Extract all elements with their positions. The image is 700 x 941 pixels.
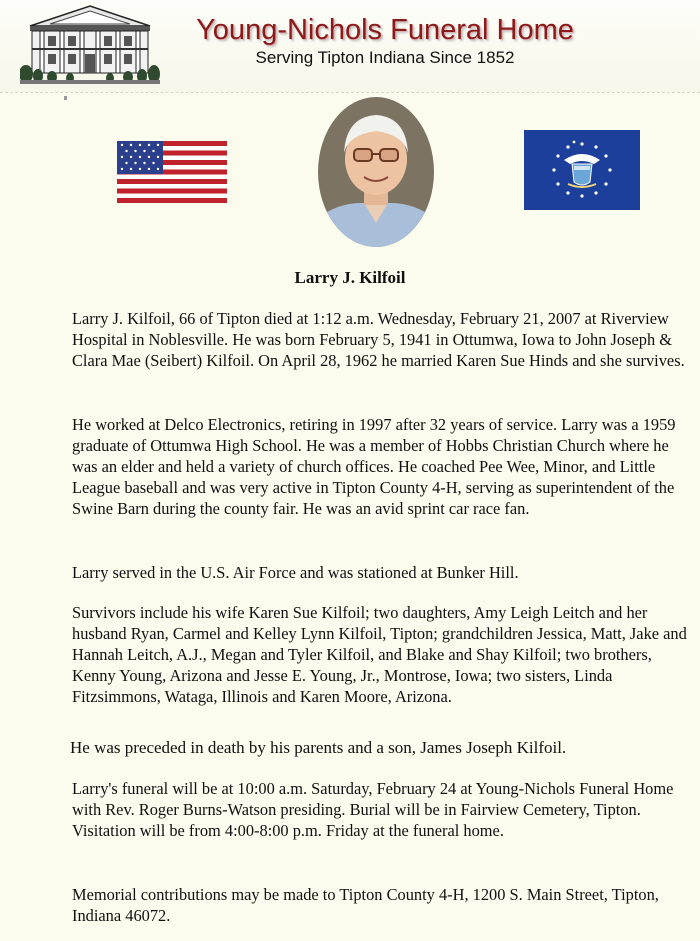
obituary-paragraph-military: Larry served in the U.S. Air Force and was stationed at Bunker Hill. — [72, 563, 519, 582]
header — [0, 0, 700, 93]
obituary-paragraph-intro: Larry J. Kilfoil, 66 of Tipton died at 1:12 a.m. Wednesday, February 21, 2007 at Riverview Hospital in Noblesville. He was born February 5, 1941 in Ottumwa, Iowa to John Joseph & Clara Mae (Seibert) Kilfoil. On April 28, 1962 he married Karen Sue Hinds and she survives. — [72, 309, 685, 370]
air-force-flag-icon — [524, 130, 640, 210]
obituary-paragraph-memorial: Memorial contributions may be made to Tipton County 4-H, 1200 S. Main Street, Tipton, Indiana 46072. — [72, 885, 659, 925]
obituary-paragraph-preceded: He was preceded in death by his parents and a son, James Joseph Kilfoil. — [70, 738, 567, 757]
obituary-paragraph-funeral: Larry's funeral will be at 10:00 a.m. Saturday, February 24 at Young-Nichols Funeral Home with Rev. Roger Burns-Watson presiding. Burial will be in Fairview Cemetery, Tipton. Visitation will be from 4:00-8:00 p.m. Friday at the funeral home. — [72, 779, 674, 840]
funeral-home-title: Young-Nichols Funeral Home — [196, 14, 574, 46]
funeral-home-building-logo — [20, 4, 160, 86]
us-flag-icon — [117, 141, 227, 203]
funeral-home-tagline: Serving Tipton Indiana Since 1852 — [255, 48, 515, 67]
portrait-photo — [316, 95, 436, 249]
obituary-paragraph-career: He worked at Delco Electronics, retiring in 1997 after 32 years of service. Larry was a 1959 graduate of Ottumwa High School. He was a member of Hobbs Christian Church where he was an elder and held a variety of church offices. He coached Pee Wee, Minor, and Little League baseball and was very active in Tipton County 4-H, serving as superintendent of the Swine Barn during the county fair. He was an avid sprint car race fan. — [72, 415, 676, 518]
deceased-name: Larry J. Kilfoil — [294, 268, 406, 287]
obituary-paragraph-survivors: Survivors include his wife Karen Sue Kilfoil; two daughters, Amy Leigh Leitch and her husband Ryan, Carmel and Kelley Lynn Kilfoil, Tipton; grandchildren Jessica, Matt, Jake and Hannah Leitch, A.J., Megan and Tyler Kilfoil, and Blake and Shay Kilfoil; two brothers, Kenny Young, Arizona and Jesse E. Young, Jr., Montrose, Iowa; two sisters, Linda Fitzsimmons, Wataga, Illinois and Karen Moore, Arizona. — [72, 603, 687, 706]
divider-mark — [64, 96, 67, 100]
